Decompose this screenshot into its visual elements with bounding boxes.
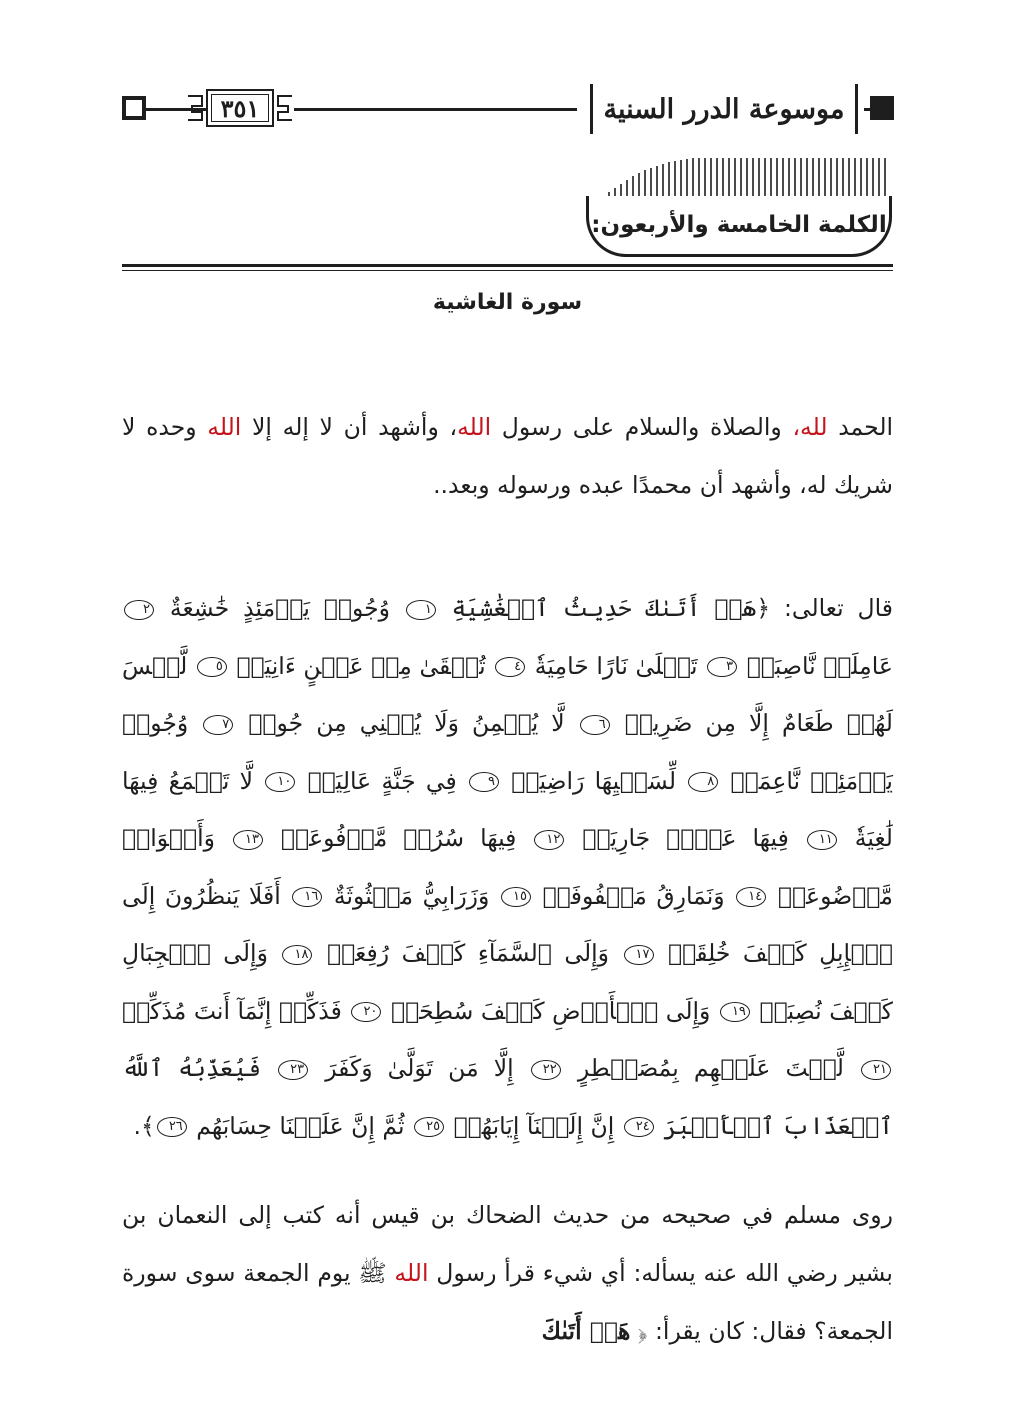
ayah: تَصۡلَىٰ نَارًا حَامِيَةٗ bbox=[534, 651, 698, 680]
ayah-number: ٢٢ bbox=[531, 1060, 561, 1080]
ayah: لِّسَعۡيِهَا رَاضِيَةٞ bbox=[511, 766, 677, 795]
intro-text-1: الحمد bbox=[827, 413, 894, 441]
ayah-number: ٥ bbox=[197, 657, 227, 677]
ayah-number: ١٧ bbox=[624, 945, 654, 965]
ayah: هَلۡ أَتَىٰكَ حَدِيثُ ٱلۡغَٰشِيَةِ bbox=[451, 594, 757, 622]
ayah-number: ٤ bbox=[495, 657, 525, 677]
book-title-bar-left bbox=[590, 84, 593, 134]
ayah: وَزَرَابِيُّ مَبۡثُوثَةٌ bbox=[333, 881, 490, 910]
decorative-stripes bbox=[603, 158, 889, 198]
intro-text-3: ، وأشهد أن لا إله إلا bbox=[241, 413, 458, 441]
ayah-number: ٢٦ bbox=[157, 1117, 187, 1137]
ayah-number: ٨ bbox=[688, 772, 718, 792]
ayah-number: ٣ bbox=[707, 657, 737, 677]
ayah-number: ٢٥ bbox=[414, 1117, 444, 1137]
intro-text-2: والصلاة والسلام على رسول bbox=[491, 413, 793, 441]
ayah: وَنَمَارِقُ مَصۡفُوفَةٞ bbox=[542, 881, 725, 910]
ayah: لَّيۡسَ لَهُمۡ طَعَامٌ إِلَّا مِن ضَرِيعٖ bbox=[122, 651, 893, 737]
hadith-paragraph bbox=[122, 1186, 893, 1360]
ornament-left-icon bbox=[186, 92, 206, 124]
allah-word: الله bbox=[207, 413, 242, 441]
ornament-right-icon bbox=[274, 92, 294, 124]
ayah: وَإِلَى ٱلۡجِبَالِ كَيۡفَ نُصِبَتۡ bbox=[122, 939, 893, 1025]
ayah-number: ١١ bbox=[807, 830, 837, 850]
intro-text-4: وحده لا شريك له، وأشهد أن محمدًا عبده ورسوله وبعد.. bbox=[122, 413, 893, 499]
ayah-number: ٢ bbox=[124, 600, 154, 620]
lesson-label-text: الكلمة الخامسة والأربعون: bbox=[591, 212, 887, 238]
book-title-bar-right bbox=[855, 84, 858, 134]
ayah-number: ٢١ bbox=[861, 1060, 891, 1080]
ayah-number: ١٣ bbox=[233, 830, 263, 850]
section-rule-thick bbox=[122, 264, 893, 267]
ayah-number: ٦ bbox=[580, 715, 610, 735]
ayah-number: ١ bbox=[406, 600, 436, 620]
page-number-box bbox=[206, 89, 274, 127]
header-open-square bbox=[122, 96, 146, 120]
verses-close: ﴾. bbox=[133, 1111, 155, 1140]
book-title-text: موسوعة الدرر السنية bbox=[603, 93, 845, 125]
ayah: لَّا تَسۡمَعُ فِيهَا لَٰغِيَةٗ bbox=[122, 766, 893, 852]
verses-intro: قال تعالى: ﴿ bbox=[756, 594, 893, 622]
ayah: وُجُوهٞ يَوۡمَئِذٖ نَّاعِمَةٞ bbox=[122, 709, 893, 795]
allah-word: الله bbox=[394, 1259, 429, 1287]
ayah: لَّا يُسۡمِنُ وَلَا يُغۡنِي مِن جُوعٖ bbox=[248, 709, 565, 737]
ayah-number: ١٥ bbox=[501, 887, 531, 907]
ayah: إِنَّ إِلَيۡنَآ إِيَابَهُمۡ bbox=[453, 1111, 615, 1140]
ayah: فِي جَنَّةٍ عَالِيَةٖ bbox=[307, 766, 457, 795]
header-rule-middle bbox=[294, 108, 577, 111]
ayah: لَّسۡتَ عَلَيۡهِم بِمُصَيۡطِرٍ bbox=[577, 1054, 844, 1082]
ayah: وُجُوهٞ يَوۡمَئِذٍ خَٰشِعَةٌ bbox=[169, 594, 391, 622]
hadith-ayah-text: هَلۡ أَتَىٰكَ bbox=[541, 1317, 631, 1345]
verses-paragraph bbox=[122, 580, 893, 1155]
ayah-number: ٩ bbox=[469, 772, 499, 792]
hadith-text-2: ﷺ يوم الجمعة سوى سورة الجمعة؟ فقال: كان يقرأ: ﴿ bbox=[122, 1259, 893, 1345]
ayah-number: ٧ bbox=[203, 715, 233, 735]
ayah: فَذَكِّرۡ إِنَّمَآ أَنتَ مُذَكِّرٞ bbox=[122, 996, 342, 1025]
ayah-number: ١٦ bbox=[292, 887, 322, 907]
ayah-number: ١٢ bbox=[534, 830, 564, 850]
ayah-number: ١٤ bbox=[736, 887, 766, 907]
ayah: فَيُعَذِّبُهُ ٱللَّهُ ٱلۡعَذَابَ ٱلۡأَكۡبَرَ bbox=[122, 1054, 893, 1140]
allah-word: الله bbox=[457, 413, 492, 441]
ayah-number: ٢٠ bbox=[351, 1002, 381, 1022]
ayah: ثُمَّ إِنَّ عَلَيۡنَا حِسَابَهُم bbox=[196, 1111, 405, 1140]
hadith-text-1: روى مسلم في صحيحه من حديث الضحاك بن قيس أنه كتب إلى النعمان بن بشير رضي الله عنه يسأله: أي شيء قرأ رسول bbox=[122, 1201, 893, 1287]
ayah: إِلَّا مَن تَوَلَّىٰ وَكَفَرَ bbox=[325, 1054, 514, 1082]
ayah-number: ١٩ bbox=[720, 1002, 750, 1022]
header-filled-square bbox=[870, 96, 894, 120]
ayah-number: ١٠ bbox=[265, 772, 295, 792]
ayah: وَأَكۡوَابٞ مَّوۡضُوعَةٞ bbox=[122, 824, 893, 910]
ayah: وَإِلَى ٱلۡأَرۡضِ كَيۡفَ سُطِحَتۡ bbox=[390, 996, 711, 1025]
section-rule-thin bbox=[122, 270, 893, 271]
page-number: ٣٥١ bbox=[220, 93, 260, 123]
ayah: عَامِلَةٞ نَّاصِبَةٞ bbox=[746, 651, 893, 680]
ayah-number: ٢٣ bbox=[278, 1060, 308, 1080]
ayah: فِيهَا سُرُرٞ مَّرۡفُوعَةٞ bbox=[280, 824, 517, 852]
ayah: فِيهَا عَيۡنٞ جَارِيَةٞ bbox=[582, 824, 789, 852]
book-title bbox=[590, 84, 858, 134]
ayah: وَإِلَى ٱلسَّمَآءِ كَيۡفَ رُفِعَتۡ bbox=[326, 939, 609, 967]
surah-title: سورة الغاشية bbox=[432, 290, 583, 315]
lesson-label bbox=[586, 196, 892, 257]
ayah-number: ٢٤ bbox=[624, 1117, 654, 1137]
allah-word: لله، bbox=[792, 413, 828, 441]
ayah-number: ١٨ bbox=[282, 945, 312, 965]
ayah: تُسۡقَىٰ مِنۡ عَيۡنٍ ءَانِيَةٖ bbox=[236, 651, 486, 680]
ayah: أَفَلَا يَنظُرُونَ إِلَى ٱلۡإِبِلِ كَيۡفَ خُلِقَتۡ bbox=[122, 881, 893, 967]
intro-paragraph bbox=[122, 398, 893, 514]
